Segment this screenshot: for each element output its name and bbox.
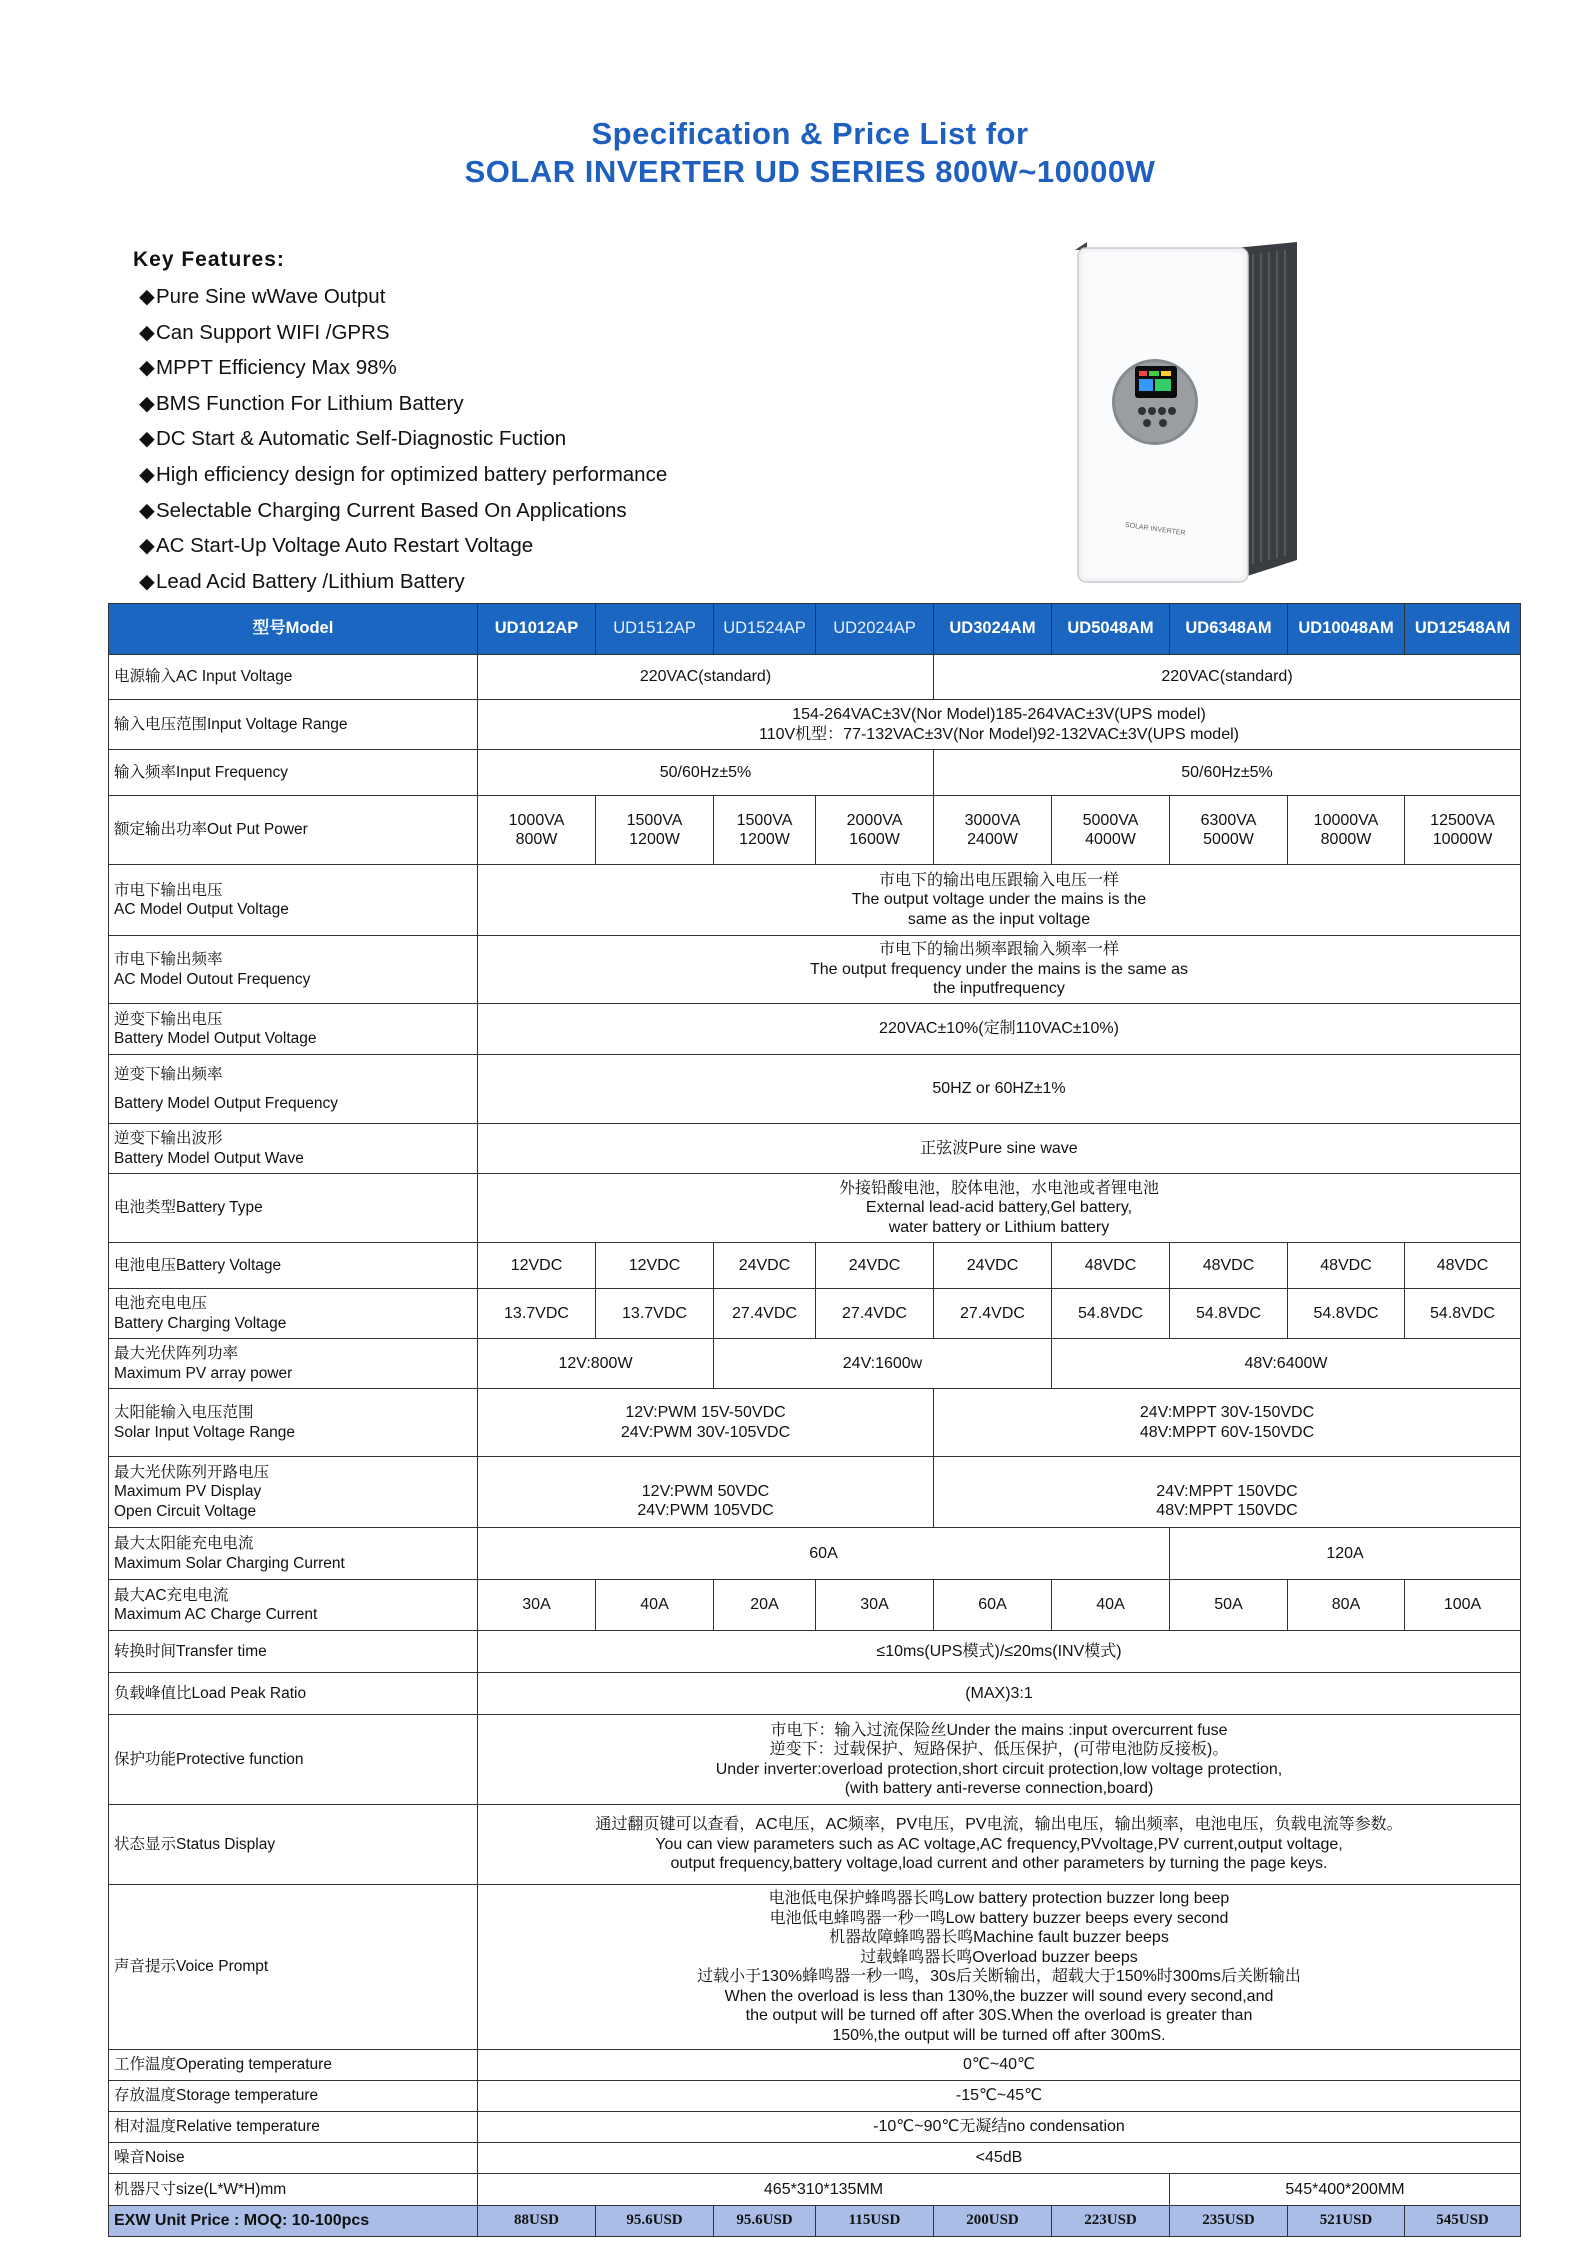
cell: 12V:800W — [478, 1339, 714, 1389]
cell: 6300VA 5000W — [1170, 796, 1288, 865]
cell: 154-264VAC±3V(Nor Model)185-264VAC±3V(UPS model) 110V机型：77-132VAC±3V(Nor Model)92-132VAC±3V(UPS model) — [478, 700, 1521, 750]
key-features — [133, 248, 667, 599]
table-row — [109, 1124, 1521, 1174]
cell: 40A — [1052, 1580, 1170, 1631]
cell: 12V:PWM 50VDC 24V:PWM 105VDC — [478, 1457, 934, 1528]
cell: 48VDC — [1170, 1243, 1288, 1289]
row-label: 最大AC充电电流 Maximum AC Charge Current — [109, 1580, 478, 1631]
cell: 2000VA 1600W — [816, 796, 934, 865]
cell: 220VAC(standard) — [934, 655, 1521, 700]
row-label: 工作温度Operating temperature — [109, 2050, 478, 2081]
feature-item: ◆MPPT Efficiency Max 98% — [133, 350, 667, 386]
diamond-bullet-icon: ◆ — [139, 462, 155, 486]
key-features-title: Key Features: — [133, 248, 285, 271]
row-label: 机器尺寸size(L*W*H)mm — [109, 2174, 478, 2206]
header-model-name: UD6348AM — [1170, 604, 1288, 655]
page-title-line2: SOLAR INVERTER UD SERIES 800W~10000W — [464, 154, 1156, 189]
price-cell: 95.6USD — [596, 2206, 714, 2237]
cell: 24VDC — [934, 1243, 1052, 1289]
cell: 465*310*135MM — [478, 2174, 1170, 2206]
row-label: 最大太阳能充电电流 Maximum Solar Charging Current — [109, 1528, 478, 1580]
cell: 48V:6400W — [1052, 1339, 1521, 1389]
table-row — [109, 750, 1521, 796]
table-row — [109, 1289, 1521, 1339]
price-cell: 88USD — [478, 2206, 596, 2237]
header-model-name: UD1012AP — [478, 604, 596, 655]
table-row — [109, 1055, 1521, 1124]
diamond-bullet-icon: ◆ — [139, 427, 155, 451]
feature-item: ◆AC Start-Up Voltage Auto Restart Voltage — [133, 528, 667, 564]
row-label: 逆变下输出频率 Battery Model Output Frequency — [109, 1055, 478, 1124]
cell: 50HZ or 60HZ±1% — [478, 1055, 1521, 1124]
table-row — [109, 1805, 1521, 1885]
price-cell: 95.6USD — [714, 2206, 816, 2237]
cell: 54.8VDC — [1288, 1289, 1405, 1339]
price-cell: 200USD — [934, 2206, 1052, 2237]
svg-text:SOLAR INVERTER: SOLAR INVERTER — [1124, 521, 1186, 538]
row-label: 太阳能输入电压范围 Solar Input Voltage Range — [109, 1389, 478, 1457]
feature-item: ◆Selectable Charging Current Based On Applications — [133, 493, 667, 529]
table-row — [109, 2050, 1521, 2081]
cell: 220VAC(standard) — [478, 655, 934, 700]
table-row — [109, 2174, 1521, 2206]
cell: 通过翻页键可以查看，AC电压，AC频率，PV电压，PV电流，输出电压，输出频率，电池电压，负载电流等参数。 You can view parameters such as AC voltage,AC frequency,PVvoltage,PV current,output voltage, output frequency,battery voltage,load current and other parameters by turning the page keys. — [478, 1805, 1521, 1885]
feature-item: ◆Lead Acid Battery /Lithium Battery — [133, 564, 667, 600]
cell: 12500VA 10000W — [1405, 796, 1521, 865]
diamond-bullet-icon: ◆ — [139, 534, 155, 558]
cell: 20A — [714, 1580, 816, 1631]
header-model-name: UD1524AP — [714, 604, 816, 655]
row-label: 保护功能Protective function — [109, 1715, 478, 1805]
cell: 电池低电保护蜂鸣器长鸣Low battery protection buzzer long beep 电池低电蜂鸣器一秒一鸣Low battery buzzer beeps every second 机器故障蜂鸣器长鸣Machine fault buzzer beeps 过载蜂鸣器长鸣Overload buzzer beeps 过载小于130%蜂鸣器一秒一鸣，30s后关断输出，超载大于150%时300ms后关断输出 When the overload is less than 130%,the buzzer will sound every second,and the output will be turned off after 30S.When the overload is greater than 150%,the output will be turned off after 300mS. — [478, 1885, 1521, 2050]
table-row — [109, 2081, 1521, 2112]
cell: 13.7VDC — [478, 1289, 596, 1339]
cell: 100A — [1405, 1580, 1521, 1631]
diamond-bullet-icon: ◆ — [139, 356, 155, 380]
cell: 220VAC±10%(定制110VAC±10%) — [478, 1004, 1521, 1055]
row-label: 转换时间Transfer time — [109, 1631, 478, 1673]
cell: 市电下：输入过流保险丝Under the mains :input overcurrent fuse 逆变下：过载保护、短路保护、低压保护，(可带电池防反接板)。 Under inverter:overload protection,short circuit protection,low voltage protection, (with battery anti-reverse connection,board) — [478, 1715, 1521, 1805]
header-row — [109, 604, 1521, 655]
cell: 1000VA 800W — [478, 796, 596, 865]
row-label: 存放温度Storage temperature — [109, 2081, 478, 2112]
table-row — [109, 936, 1521, 1004]
price-cell: 223USD — [1052, 2206, 1170, 2237]
table-row — [109, 1528, 1521, 1580]
cell: 30A — [816, 1580, 934, 1631]
row-label: 额定输出功率Out Put Power — [109, 796, 478, 865]
row-label: 电池电压Battery Voltage — [109, 1243, 478, 1289]
feature-item: ◆BMS Function For Lithium Battery — [133, 386, 667, 422]
row-label: 声音提示Voice Prompt — [109, 1885, 478, 2050]
cell: 48VDC — [1405, 1243, 1521, 1289]
cell: 12VDC — [596, 1243, 714, 1289]
row-label: 电池充电电压 Battery Charging Voltage — [109, 1289, 478, 1339]
cell: 12VDC — [478, 1243, 596, 1289]
table-row — [109, 1715, 1521, 1805]
header-model-name: UD10048AM — [1288, 604, 1405, 655]
cell: 50/60Hz±5% — [934, 750, 1521, 796]
cell: 40A — [596, 1580, 714, 1631]
cell: 48VDC — [1052, 1243, 1170, 1289]
row-label: 最大光伏阵列功率 Maximum PV array power — [109, 1339, 478, 1389]
page-title-line1: Specification & Price List for — [591, 116, 1029, 151]
table-row — [109, 865, 1521, 936]
table-row — [109, 796, 1521, 865]
cell: 80A — [1288, 1580, 1405, 1631]
inverter-product-image — [1075, 234, 1305, 589]
cell: 120A — [1170, 1528, 1521, 1580]
row-label: 状态显示Status Display — [109, 1805, 478, 1885]
header-model-name: UD5048AM — [1052, 604, 1170, 655]
cell: 54.8VDC — [1405, 1289, 1521, 1339]
table-row — [109, 1174, 1521, 1243]
cell: <45dB — [478, 2143, 1521, 2174]
cell: 24VDC — [816, 1243, 934, 1289]
feature-item: ◆High efficiency design for optimized battery performance — [133, 457, 667, 493]
cell: 60A — [934, 1580, 1052, 1631]
row-label: 电池类型Battery Type — [109, 1174, 478, 1243]
row-label: 电源输入AC Input Voltage — [109, 655, 478, 700]
diamond-bullet-icon: ◆ — [139, 320, 155, 344]
cell: 30A — [478, 1580, 596, 1631]
header-model: 型号Model — [109, 604, 478, 655]
cell: 50A — [1170, 1580, 1288, 1631]
spec-price-table — [108, 603, 1521, 2237]
cell: 市电下的输出电压跟输入电压一样 The output voltage under the mains is the same as the input voltage — [478, 865, 1521, 936]
row-label: 噪音Noise — [109, 2143, 478, 2174]
table-row — [109, 1580, 1521, 1631]
table-row — [109, 655, 1521, 700]
header-model-name: UD3024AM — [934, 604, 1052, 655]
row-label: 相对温度Relative temperature — [109, 2112, 478, 2143]
cell: 24V:MPPT 30V-150VDC 48V:MPPT 60V-150VDC — [934, 1389, 1521, 1457]
table-row — [109, 1389, 1521, 1457]
table-row — [109, 1339, 1521, 1389]
feature-item: ◆DC Start & Automatic Self-Diagnostic Fuction — [133, 421, 667, 457]
cell: 0℃~40℃ — [478, 2050, 1521, 2081]
table-row — [109, 1457, 1521, 1528]
cell: 50/60Hz±5% — [478, 750, 934, 796]
header-model-name: UD2024AP — [816, 604, 934, 655]
header-model-name: UD12548AM — [1405, 604, 1521, 655]
diamond-bullet-icon: ◆ — [139, 569, 155, 593]
cell: 1500VA 1200W — [714, 796, 816, 865]
table-row — [109, 1004, 1521, 1055]
table-row — [109, 1673, 1521, 1715]
row-label: 输入频率Input Frequency — [109, 750, 478, 796]
cell: 27.4VDC — [816, 1289, 934, 1339]
cell: 1500VA 1200W — [596, 796, 714, 865]
diamond-bullet-icon: ◆ — [139, 285, 155, 308]
cell: -15℃~45℃ — [478, 2081, 1521, 2112]
feature-item: ◆Can Support WIFI /GPRS — [133, 315, 667, 351]
cell: 5000VA 4000W — [1052, 796, 1170, 865]
table-row — [109, 2143, 1521, 2174]
cell: 60A — [478, 1528, 1170, 1580]
table-row — [109, 1631, 1521, 1673]
cell: 3000VA 2400W — [934, 796, 1052, 865]
cell: 市电下的输出频率跟输入频率一样 The output frequency under the mains is the same as the inputfrequency — [478, 936, 1521, 1004]
price-cell: 115USD — [816, 2206, 934, 2237]
cell: 54.8VDC — [1170, 1289, 1288, 1339]
row-label: 负载峰值比Load Peak Ratio — [109, 1673, 478, 1715]
diamond-bullet-icon: ◆ — [139, 391, 155, 415]
cell: 27.4VDC — [934, 1289, 1052, 1339]
row-label: 市电下输出频率 AC Model Outout Frequency — [109, 936, 478, 1004]
diamond-bullet-icon: ◆ — [139, 498, 155, 522]
row-label: 逆变下输出波形 Battery Model Output Wave — [109, 1124, 478, 1174]
table-row — [109, 2112, 1521, 2143]
cell: 27.4VDC — [714, 1289, 816, 1339]
row-label: 逆变下输出电压 Battery Model Output Voltage — [109, 1004, 478, 1055]
cell: 545*400*200MM — [1170, 2174, 1521, 2206]
cell: 24V:1600w — [714, 1339, 1052, 1389]
table-row — [109, 1243, 1521, 1289]
cell: 54.8VDC — [1052, 1289, 1170, 1339]
row-label: 最大光伏陈列开路电压 Maximum PV Display Open Circuit Voltage — [109, 1457, 478, 1528]
price-cell: 235USD — [1170, 2206, 1288, 2237]
header-model-name: UD1512AP — [596, 604, 714, 655]
price-cell: 521USD — [1288, 2206, 1405, 2237]
price-cell: 545USD — [1405, 2206, 1521, 2237]
cell: 24VDC — [714, 1243, 816, 1289]
row-label: 输入电压范围Input Voltage Range — [109, 700, 478, 750]
feature-item: ◆Pure Sine wWave Output — [133, 279, 667, 315]
cell: ≤10ms(UPS模式)/≤20ms(INV模式) — [478, 1631, 1521, 1673]
row-label: 市电下输出电压 AC Model Output Voltage — [109, 865, 478, 936]
cell: 48VDC — [1288, 1243, 1405, 1289]
cell: (MAX)3:1 — [478, 1673, 1521, 1715]
price-row — [109, 2206, 1521, 2237]
cell: 外接铅酸电池，胶体电池，水电池或者锂电池 External lead-acid battery,Gel battery, water battery or Lithium battery — [478, 1174, 1521, 1243]
table-row — [109, 700, 1521, 750]
cell: 10000VA 8000W — [1288, 796, 1405, 865]
cell: -10℃~90℃无凝结no condensation — [478, 2112, 1521, 2143]
price-label: EXW Unit Price : MOQ: 10-100pcs — [109, 2206, 478, 2237]
cell: 24V:MPPT 150VDC 48V:MPPT 150VDC — [934, 1457, 1521, 1528]
table-row — [109, 1885, 1521, 2050]
cell: 13.7VDC — [596, 1289, 714, 1339]
cell: 12V:PWM 15V-50VDC 24V:PWM 30V-105VDC — [478, 1389, 934, 1457]
cell: 正弦波Pure sine wave — [478, 1124, 1521, 1174]
